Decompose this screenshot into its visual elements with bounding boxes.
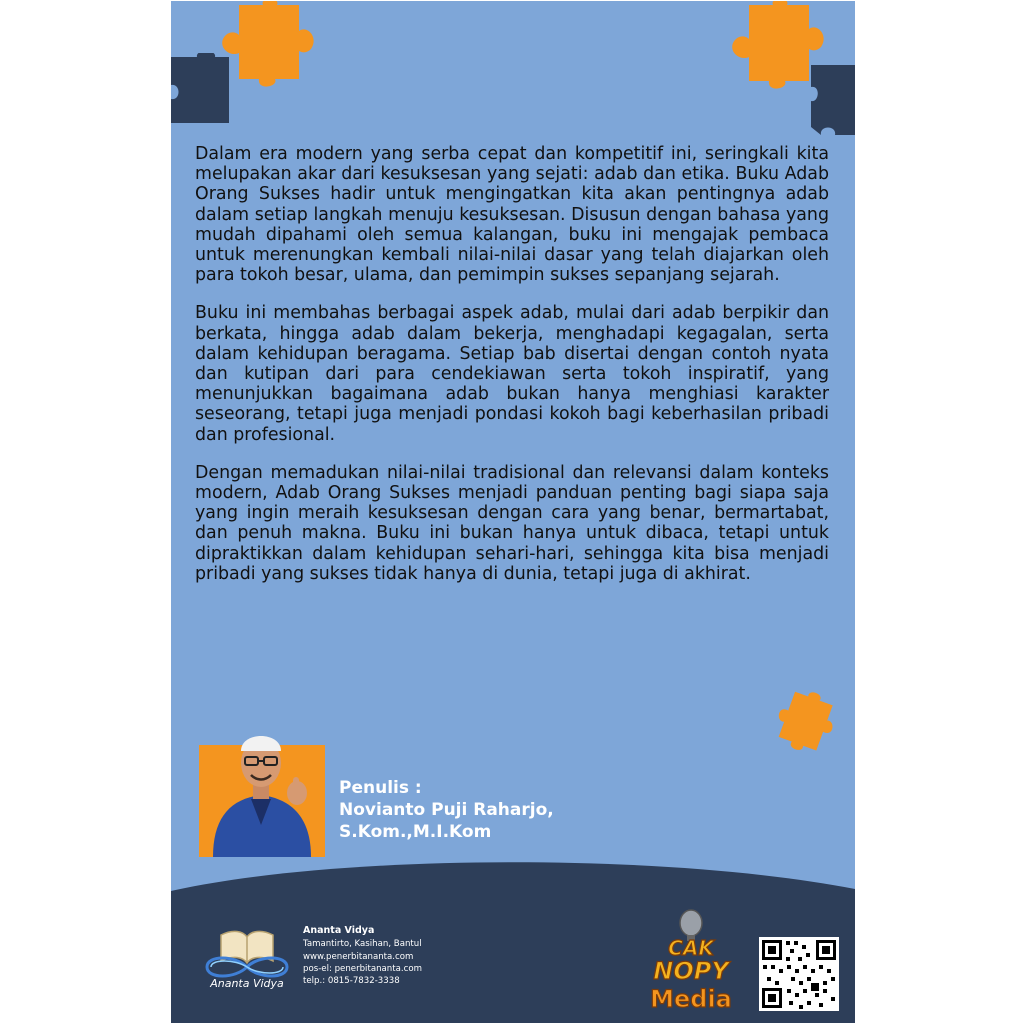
publisher-address: Tamantirto, Kasihan, Bantul	[303, 939, 422, 950]
puzzle-piece-orange-icon	[765, 683, 845, 763]
author-degrees: S.Kom.,M.I.Kom	[339, 822, 492, 842]
publisher-phone: telp.: 0815-7832-3338	[303, 976, 400, 987]
author-label: Penulis :	[339, 778, 422, 798]
media-logo-line2: NOPY	[653, 957, 729, 985]
synopsis-paragraph-3: Dengan memadukan nilai-nilai tradisional dan relevansi dalam konteks modern, Adab Orang Sukses menjadi panduan penting bagi siapa saja yang ingin meraih kesuksesan dengan cara yang benar, bermartabat, dan penuh makna. Buku ini bukan hanya untuk dibaca, tetapi untuk dipraktikkan dalam kehidupan sehari-hari, sehingga kita bisa menjadi pribadi yang sukses tidak hanya di dunia, tetapi juga di akhirat.	[195, 462, 829, 584]
publisher-logo-text: Ananta Vidya	[210, 977, 284, 990]
book-back-cover	[171, 1, 855, 1023]
author-photo	[199, 715, 325, 857]
author-name: Novianto Puji Raharjo,	[339, 800, 554, 820]
publisher-website: www.penerbitananta.com	[303, 951, 414, 962]
publisher-info	[303, 925, 422, 987]
publisher-name: Ananta Vidya	[303, 925, 375, 936]
publisher-logo	[199, 921, 295, 991]
puzzle-piece-dark-icon	[807, 57, 855, 137]
cak-nopy-media-logo	[633, 909, 749, 1013]
synopsis-paragraph-1: Dalam era modern yang serba cepat dan kompetitif ini, seringkali kita melupakan akar dari kesuksesan yang sejati: adab dan etika. Buku Adab Orang Sukses hadir untuk mengingatkan kita akan pentingnya adab dalam setiap langkah menuju kesuksesan. Disusun dengan bahasa yang mudah dipahami oleh semua kalangan, buku ini mengajak pembaca untuk merenungkan kembali nilai-nilai dasar yang telah diajarkan oleh para tokoh besar, ulama, dan pemimpin sukses sepanjang sejarah.	[195, 144, 829, 286]
media-logo-line3: Media	[650, 985, 732, 1013]
microphone-icon	[680, 910, 702, 936]
synopsis-paragraph-2: Buku ini membahas berbagai aspek adab, mulai dari adab berpikir dan berkata, hingga adab dalam bekerja, menghadapi kegagalan, serta dalam kehidupan beragama. Setiap bab disertai dengan contoh nyata dan kutipan dari para cendekiawan serta tokoh inspiratif, yang menunjukkan bagaimana adab bukan hanya menghiasi karakter seseorang, tetapi juga menjadi pondasi kokoh bagi keberhasilan pribadi dan profesional.	[195, 303, 829, 445]
qr-code	[759, 937, 839, 1011]
book-synopsis	[195, 144, 829, 602]
author-credit	[339, 777, 554, 843]
puzzle-piece-orange-icon	[211, 1, 329, 97]
publisher-email: pos-el: penerbitananta.com	[303, 963, 422, 974]
media-logo-line1: CAK	[668, 936, 714, 960]
